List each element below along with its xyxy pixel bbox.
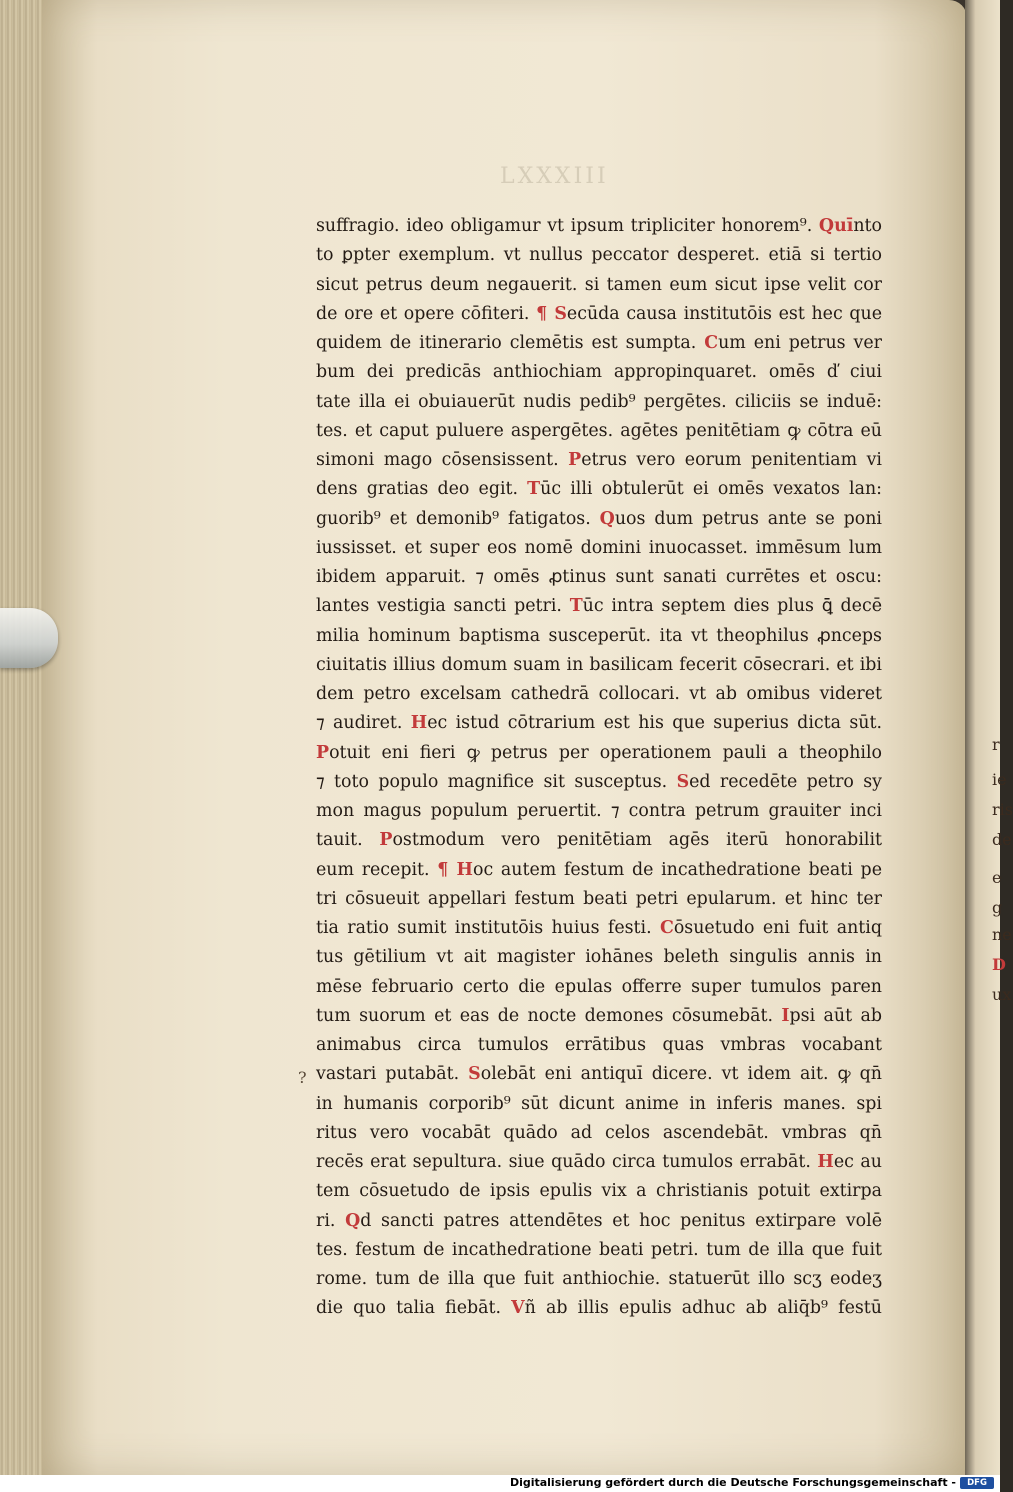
- text-segment: ōsuetudo eni fuit antiq: [673, 918, 882, 938]
- rubricated-initial: Quī: [818, 216, 854, 236]
- text-segment: sicut petrus deum negauerit. si tamen eum sicut ipse velit cor: [316, 274, 882, 295]
- text-segment: ūc illi obtulerūt ei omēs vexatos lan:: [540, 479, 882, 500]
- text-line: [316, 1148, 882, 1177]
- text-line: [316, 329, 882, 358]
- incunable-text-block: [316, 212, 882, 1324]
- text-segment: de ore et opere cōfiteri.: [316, 303, 537, 324]
- text-line: [316, 651, 882, 680]
- text-segment: ed recedēte petro sy: [689, 771, 882, 792]
- text-segment: mēse februario certo die epulas offerre super tumulos paren: [316, 976, 882, 997]
- text-line: [316, 563, 882, 592]
- margin-mark: ?: [298, 1068, 307, 1087]
- text-segment: ūc intra septem dies plus ꝗ̄ decē: [582, 596, 882, 617]
- text-line: [316, 622, 882, 651]
- text-segment: milia hominum baptisma susceperūt. ita vt theophilus ꝓnceps: [316, 625, 882, 646]
- text-line: [316, 1119, 882, 1148]
- facing-page-glyph: de: [992, 830, 1012, 849]
- text-segment: tia ratio sumit institutōis huius festi.: [316, 918, 660, 938]
- dfg-logo-icon: [960, 1477, 994, 1489]
- text-segment: tem cōsuetudo de ipsis epulis vix a christianis potuit extirpa: [316, 1181, 882, 1202]
- rubricated-initial: H: [410, 713, 428, 734]
- text-line: [316, 475, 882, 504]
- text-segment: ⁊ audiret.: [316, 713, 411, 734]
- text-segment: uos dum petrus ante se poni: [614, 508, 882, 529]
- text-segment: rome. tum de illa que fuit anthiochie. statuerūt illo scʒ eodeʒ: [316, 1269, 882, 1289]
- text-segment: olebāt eni antiquī dicere. vt idem ait. ꝙ qn̄: [480, 1064, 882, 1085]
- text-line: [316, 1031, 882, 1060]
- text-line: [316, 680, 882, 709]
- text-line: [316, 885, 882, 914]
- rubricated-initial: C: [704, 333, 719, 353]
- text-segment: recēs erat sepultura. siue quādo circa tumulos errabāt.: [316, 1152, 818, 1172]
- text-segment: ec istud cōtrarium est his que superius dicta sūt.: [427, 713, 882, 734]
- text-line: [316, 388, 882, 417]
- dfg-logo-text: DFG: [967, 1478, 987, 1488]
- text-segment: animabus circa tumulos errātibus quas vmbras vocabant: [316, 1035, 882, 1055]
- text-segment: um eni petrus ver: [718, 333, 882, 353]
- facing-page-glyph: r: [992, 735, 1000, 754]
- rubricated-initial: P: [568, 450, 582, 470]
- text-line: [316, 1294, 882, 1323]
- text-segment: tes. et caput puluere aspergētes. agētes penitētiam ꝙ cōtra eū: [316, 420, 882, 441]
- rubricated-initial: T: [527, 479, 541, 500]
- rubricated-initial: Q: [599, 508, 615, 529]
- text-segment: eum recepit.: [316, 859, 438, 880]
- text-segment: etrus vero eorum penitentiam vi: [581, 450, 882, 470]
- facing-page-glyph: ne: [992, 925, 1012, 944]
- text-segment: guorib⁹ et demonib⁹ fatigatos.: [316, 508, 600, 529]
- text-line: [316, 1177, 882, 1206]
- text-segment: ecūda causa institutōis est hec que: [566, 303, 883, 324]
- text-segment: tate illa ei obuiauerūt nudis pedib⁹ pergētes. ciliciis se induē:: [316, 391, 882, 412]
- text-segment: to ꝑpter exemplum. vt nullus peccator desperet. etiā si tertio: [316, 245, 882, 266]
- text-line: [316, 241, 882, 270]
- text-line: [316, 973, 882, 1002]
- text-line: [316, 797, 882, 826]
- rubricated-initial: P: [379, 830, 393, 851]
- text-line: [316, 943, 882, 972]
- rubricated-initial: Q: [345, 1210, 361, 1231]
- text-segment: tri cōsueuit appellari festum beati petri epularum. et hinc ter: [316, 888, 882, 909]
- text-line: [316, 1236, 882, 1265]
- rubricated-initial: T: [569, 596, 583, 617]
- facing-page-glyph: D: [992, 955, 1006, 974]
- text-line: [316, 358, 882, 387]
- text-line: [316, 271, 882, 300]
- text-line: [316, 1207, 882, 1236]
- rubricated-initial: S: [676, 771, 690, 792]
- text-segment: tes. festum de incathedratione beati petri. tum de illa que fuit: [316, 1239, 882, 1260]
- text-line: [316, 709, 882, 738]
- digitization-footer: [0, 1475, 1000, 1492]
- text-segment: vastari putabāt.: [316, 1064, 469, 1085]
- text-line: [316, 534, 882, 563]
- text-line: [316, 856, 882, 885]
- text-line: [316, 592, 882, 621]
- rubricated-initial: C: [659, 918, 674, 938]
- text-line: [316, 300, 882, 329]
- text-segment: ritus vero vocabāt quādo ad celos ascendebāt. vmbras qn̄: [316, 1122, 882, 1143]
- text-line: [316, 505, 882, 534]
- rubricated-initial: P: [316, 742, 330, 763]
- rubricated-initial: ¶ H: [437, 859, 473, 880]
- rubricated-initial: S: [468, 1064, 481, 1085]
- text-line: [316, 417, 882, 446]
- text-segment: tus gētilium vt ait magister iohānes beleth singulis annis in: [316, 947, 882, 968]
- text-line: [316, 1002, 882, 1031]
- text-segment: mon magus populum peruertit. ⁊ contra petrum grauiter inci: [316, 801, 882, 821]
- text-segment: nto: [853, 216, 882, 236]
- facing-page-glyph: ie: [992, 770, 1007, 789]
- rubricated-initial: H: [817, 1152, 834, 1172]
- text-segment: suffragio. ideo obligamur vt ipsum tripliciter honorem⁹.: [316, 216, 819, 236]
- facing-page-glyph: ux: [992, 985, 1012, 1004]
- text-segment: in humanis corporib⁹ sūt dicunt anime in inferis manes. spi: [316, 1093, 882, 1114]
- text-segment: dem petro excelsam cathedrā collocari. vt ab omibus videret: [316, 684, 882, 704]
- text-segment: die quo talia fiebāt.: [316, 1298, 512, 1319]
- text-segment: ec au: [833, 1152, 882, 1172]
- folio-heading: LXXXIII: [500, 164, 609, 189]
- text-segment: psi aūt ab: [789, 1005, 883, 1026]
- text-line: [316, 1265, 882, 1294]
- rubricated-initial: V: [511, 1298, 525, 1319]
- text-segment: ibidem apparuit. ⁊ omēs ꝓtinus sunt sanati currētes et oscu:: [316, 567, 882, 587]
- text-segment: d sancti patres attendētes et hoc penitus extirpare volē: [360, 1210, 882, 1231]
- text-segment: ri.: [316, 1210, 346, 1231]
- text-segment: bum dei predicās anthiochiam appropinquaret. omēs ď ciui: [316, 362, 882, 383]
- facing-page-glyph: ris: [992, 800, 1013, 819]
- page-clip: [0, 608, 58, 668]
- text-segment: ciuitatis illius domum suam in basilicam fecerit cōsecrari. et ibi: [316, 654, 882, 675]
- text-line: [316, 768, 882, 797]
- facing-page-glyph: g: [992, 898, 1003, 917]
- text-line: [316, 446, 882, 475]
- text-segment: simoni mago cōsensissent.: [316, 450, 569, 470]
- facing-page-glyph: e: [992, 868, 1002, 887]
- text-segment: dens gratias deo egit.: [316, 479, 528, 500]
- text-segment: ostmodum vero penitētiam agēs iterū honorabilit: [392, 830, 882, 851]
- text-line: [316, 739, 882, 768]
- dfg-credit-text: Digitalisierung gefördert durch die Deutsche Forschungsgemeinschaft -: [509, 1476, 956, 1489]
- text-segment: tum suorum et eas de nocte demones cōsumebāt.: [316, 1005, 782, 1026]
- text-line: [316, 914, 882, 943]
- rubricated-initial: I: [781, 1005, 790, 1026]
- text-segment: lantes vestigia sancti petri.: [316, 596, 570, 617]
- text-segment: tauit.: [316, 830, 380, 851]
- text-line: [316, 1090, 882, 1119]
- text-line: [316, 1060, 882, 1089]
- rubricated-initial: ¶ S: [536, 303, 567, 324]
- text-segment: quidem de itinerario clemētis est sumpta.: [316, 333, 705, 353]
- text-segment: otuit eni fieri ꝙ petrus per operationem pauli a theophilo: [329, 742, 882, 763]
- text-segment: ⁊ toto populo magnifice sit susceptus.: [316, 771, 677, 792]
- text-segment: oc autem festum de incathedratione beati pe: [472, 859, 882, 880]
- text-line: [316, 826, 882, 855]
- text-line: [316, 212, 882, 241]
- text-segment: ñ ab illis epulis adhuc ab aliq̄b⁹ festū: [524, 1298, 882, 1319]
- text-segment: iussisset. et super eos nomē domini inuocasset. immēsum lum: [316, 537, 882, 558]
